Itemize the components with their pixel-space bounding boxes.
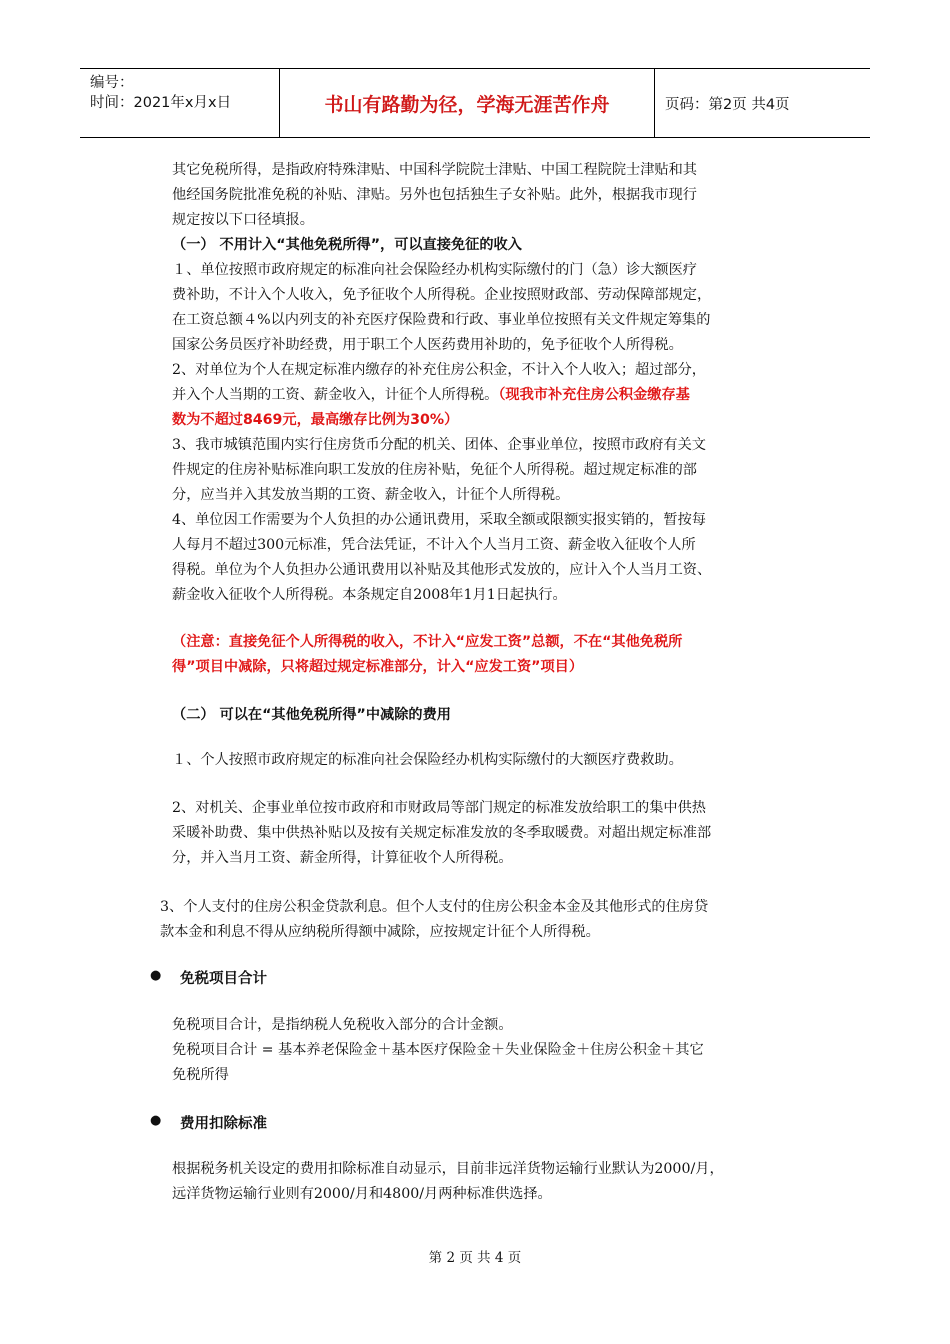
bullet2-title: 费用扣除标准	[180, 1116, 267, 1132]
bullet-icon: ●	[150, 968, 162, 983]
header-meta	[80, 69, 280, 137]
bullet-icon: ●	[150, 1113, 162, 1128]
date-label: 时间：2021年x月x日	[90, 95, 232, 111]
section1-item4: 4、单位因工作需要为个人负担的办公通讯费用，采取全额或限额实报实销的，暂按每 人每月不超过300元标准，凭合法凭证，不计入个人当月工资、薪金收入征收个人所 得税。单位为个人负担办公通讯费用以补贴及其他形式发放的，应计入个人当月工资、 薪金收入征收个人所得税。本条规定自2008年1月1日起执行。	[172, 512, 712, 603]
section1-item2: 2、对单位为个人在规定标准内缴存的补充住房公积金，不计入个人收入；超过部分， 并入个人当期的工资、薪金收入，计征个人所得税。（现我市补充住房公积金缴存基 数为不超过8469元，最高缴存比例为30%）	[172, 358, 812, 433]
housing-fund-note-cont: 数为不超过8469元，最高缴存比例为30%）	[172, 412, 459, 428]
section2-item1: １、个人按照市政府规定的标准向社会保险经办机构实际缴付的大额医疗费救助。	[172, 752, 683, 768]
housing-fund-note: （现我市补充住房公积金缴存基	[498, 387, 690, 403]
motto: 书山有路勤为径，学海无涯苦作舟	[280, 69, 655, 137]
section1-item3: 3、我市城镇范围内实行住房货币分配的机关、团体、企事业单位，按照市政府有关文 件规定的住房补贴标准向职工发放的住房补贴，免征个人所得税。超过规定标准的部 分，应当并入其发放当期的工资、薪金收入，计征个人所得税。	[172, 437, 706, 503]
section2-title: （二） 可以在“其他免税所得”中减除的费用	[172, 707, 451, 723]
bullet1-title: 免税项目合计	[180, 971, 267, 987]
attention-note: （注意：直接免征个人所得税的收入，不计入“应发工资”总额，不在“其他免税所 得”项目中减除，只将超过规定标准部分，计入“应发工资”项目）	[172, 634, 683, 675]
section2-item3: 3、个人支付的住房公积金贷款利息。但个人支付的住房公积金本金及其他形式的住房贷 款本金和利息不得从应纳税所得额中减除，应按规定计征个人所得税。	[160, 899, 709, 940]
section2-item2: 2、对机关、企事业单位按市政府和市财政局等部门规定的标准发放给职工的集中供热 采暖补助费、集中供热补贴以及按有关规定标准发放的冬季取暖费。对超出规定标准部 分，并入当月工资、薪金所得，计算征收个人所得税。	[172, 800, 712, 866]
bullet2-text: 根据税务机关设定的费用扣除标准自动显示，目前非远洋货物运输行业默认为2000/月， 远洋货物运输行业则有2000/月和4800/月两种标准供选择。	[172, 1161, 724, 1202]
page-header	[80, 68, 870, 138]
intro-paragraph: 其它免税所得，是指政府特殊津贴、中国科学院院士津贴、中国工程院院士津贴和其 他经国务院批准免税的补贴、津贴。另外也包括独生子女补贴。此外，根据我市现行 规定按以下口径填报。	[172, 162, 697, 228]
section1-title: （一） 不用计入“其他免税所得”，可以直接免征的收入	[172, 237, 522, 253]
bullet1-text: 免税项目合计，是指纳税人免税收入部分的合计金额。 免税项目合计 = 基本养老保险金＋基本医疗保险金＋失业保险金＋住房公积金＋其它 免税所得	[172, 1017, 704, 1083]
section1-item1: １、单位按照市政府规定的标准向社会保险经办机构实际缴付的门（急）诊大额医疗 费补助，不计入个人收入，免予征收个人所得税。企业按照财政部、劳动保障部规定， 在工资总额４%以内列支的补充医疗保险费和行政、事业单位按照有关文件规定筹集的 国家公务员医疗补助经费，用于职工个人医药费用补助的，免予征收个人所得税。	[172, 262, 712, 353]
serial-label: 编号：	[90, 75, 134, 91]
page-label: 页码：第2页 共4页	[665, 96, 790, 113]
page-footer: 第 2 页 共 4 页	[428, 1250, 522, 1266]
